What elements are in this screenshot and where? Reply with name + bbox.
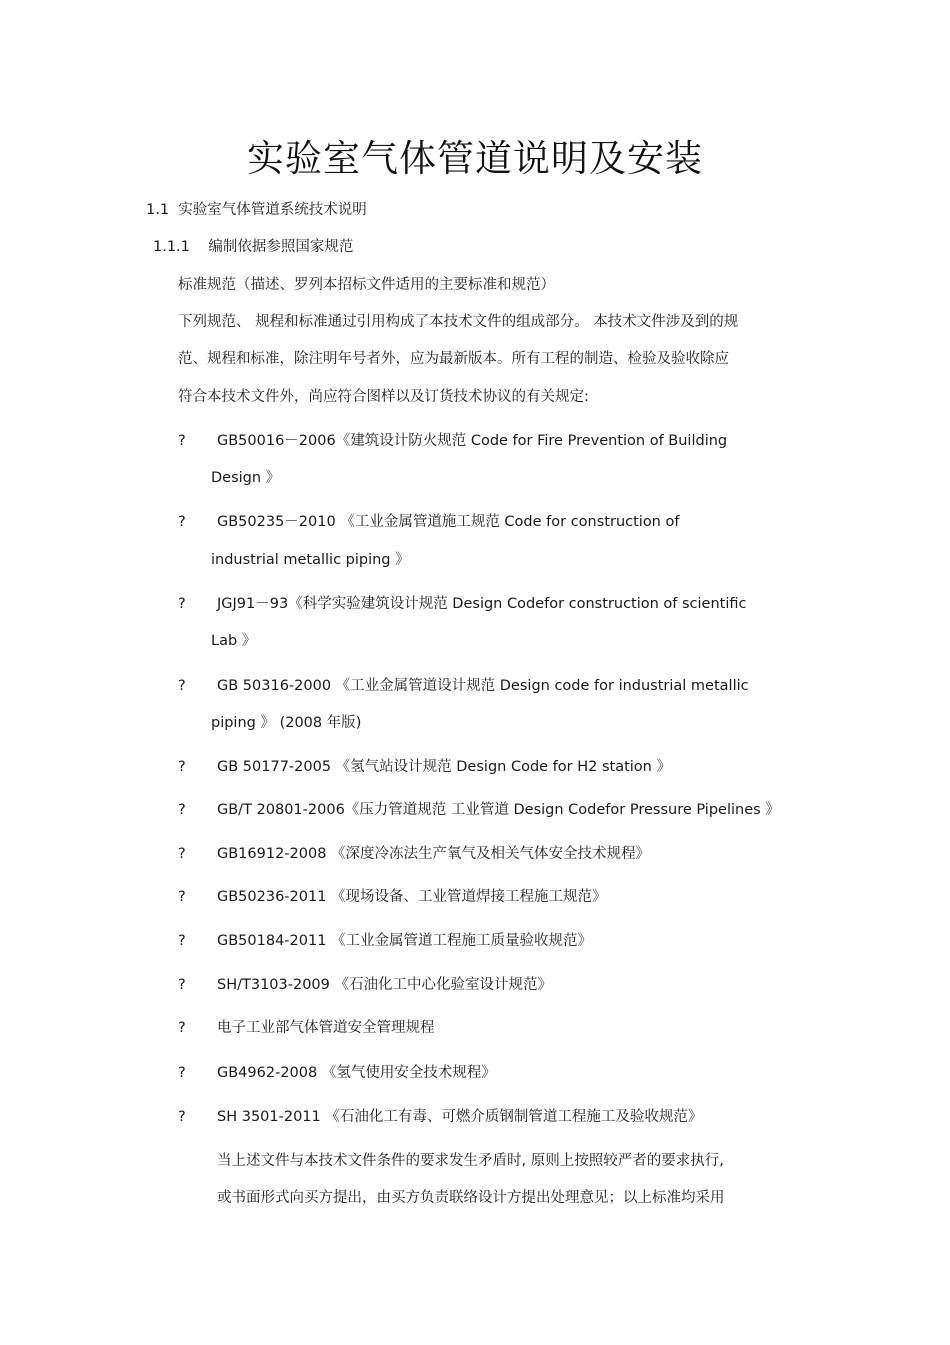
bullet-marker: ? xyxy=(178,846,186,862)
bullet-marker: ? xyxy=(178,1109,186,1125)
bullet-marker: ? xyxy=(178,514,186,530)
standard-item: SH/T3103-2009 《石油化工中心化验室设计规范》 xyxy=(217,977,552,993)
bullet-marker: ? xyxy=(178,433,186,449)
standard-item: JGJ91－93《科学实验建筑设计规范 Design Codefor construction of scientific xyxy=(217,596,747,612)
standard-item: GB/T 20801-2006《压力管道规范 工业管道 Design Codefor Pressure Pipelines 》 xyxy=(217,802,780,818)
standard-item-continuation: Lab 》 xyxy=(211,633,257,649)
standard-item: GB 50177-2005 《氢气站设计规范 Design Code for H2 station 》 xyxy=(217,759,671,775)
bullet-marker: ? xyxy=(178,596,186,612)
section-title: 实验室气体管道系统技术说明 xyxy=(178,202,367,218)
footer-paragraph-line: 当上述文件与本技术文件条件的要求发生矛盾时, 原则上按照较严者的要求执行, xyxy=(217,1153,724,1169)
standard-item: GB50236-2011 《现场设备、工业管道焊接工程施工规范》 xyxy=(217,889,607,905)
subsection-number: 1.1.1 xyxy=(153,239,190,255)
standard-item: 电子工业部气体管道安全管理规程 xyxy=(217,1020,435,1036)
subsection-heading xyxy=(153,237,353,257)
bullet-marker: ? xyxy=(178,1065,186,1081)
paragraph-line: 范、规程和标准，除注明年号者外，应为最新版本。所有工程的制造、检验及验收除应 xyxy=(178,351,729,367)
standard-item: GB50016－2006《建筑设计防火规范 Code for Fire Prevention of Building xyxy=(217,433,728,449)
bullet-marker: ? xyxy=(178,1020,186,1036)
paragraph-line: 下列规范、 规程和标准通过引用构成了本技术文件的组成部分。 本技术文件涉及到的规 xyxy=(178,314,739,330)
bullet-marker: ? xyxy=(178,977,186,993)
bullet-marker: ? xyxy=(178,933,186,949)
paragraph-line: 标准规范（描述、罗列本招标文件适用的主要标准和规范） xyxy=(178,277,555,293)
footer-paragraph-line: 或书面形式向买方提出，由买方负责联络设计方提出处理意见；以上标准均采用 xyxy=(217,1190,725,1206)
standard-item: GB50235－2010 《工业金属管道施工规范 Code for construction of xyxy=(217,514,680,530)
standard-item: SH 3501-2011 《石油化工有毒、可燃介质钢制管道工程施工及验收规范》 xyxy=(217,1109,703,1125)
standard-item: GB16912-2008 《深度冷冻法生产氧气及相关气体安全技术规程》 xyxy=(217,846,651,862)
standard-item-continuation: piping 》 (2008 年版) xyxy=(211,715,362,731)
standard-item-continuation: industrial metallic piping 》 xyxy=(211,552,410,568)
bullet-marker: ? xyxy=(178,802,186,818)
subsection-title: 编制依据参照国家规范 xyxy=(208,239,354,255)
bullet-marker: ? xyxy=(178,678,186,694)
page-title: 实验室气体管道说明及安装 xyxy=(247,137,703,180)
paragraph-line: 符合本技术文件外，尚应符合图样以及订货技术协议的有关规定: xyxy=(178,389,589,405)
section-heading xyxy=(146,200,367,220)
standard-item: GB 50316-2000 《工业金属管道设计规范 Design code for industrial metallic xyxy=(217,678,749,694)
standard-item: GB4962-2008 《氢气使用安全技术规程》 xyxy=(217,1065,496,1081)
bullet-marker: ? xyxy=(178,889,186,905)
standard-item: GB50184-2011 《工业金属管道工程施工质量验收规范》 xyxy=(217,933,593,949)
section-number: 1.1 xyxy=(146,202,170,218)
standard-item-continuation: Design 》 xyxy=(211,470,281,486)
bullet-marker: ? xyxy=(178,759,186,775)
